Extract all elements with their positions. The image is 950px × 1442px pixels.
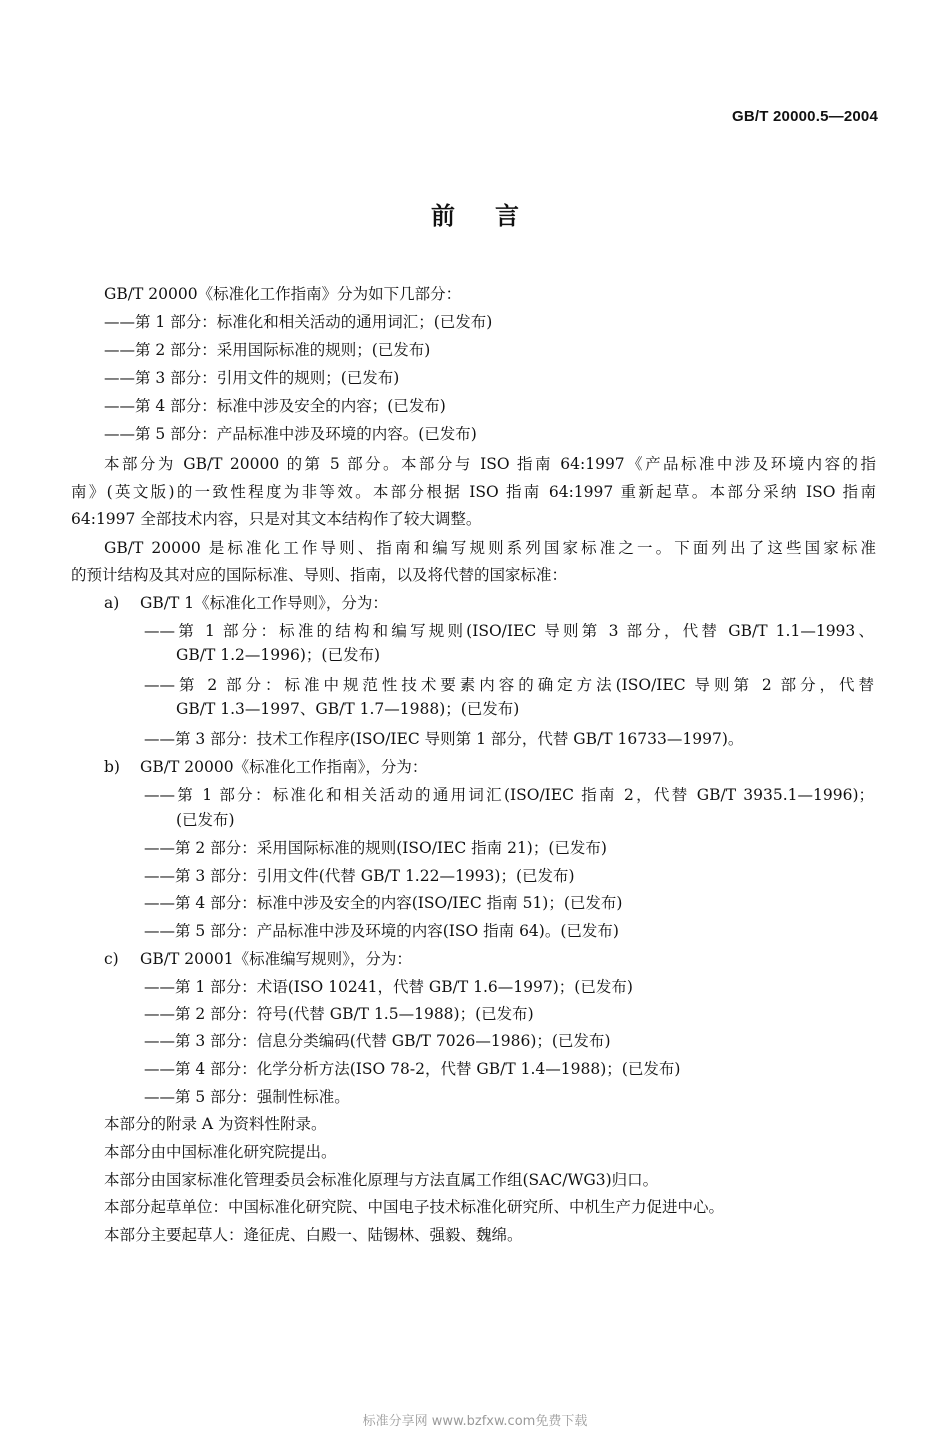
list-b-heading	[104, 757, 428, 777]
paragraph-1-line-2: 南》(英文版)的一致性程度为非等效。本部分根据 ISO 指南 64:1997 重新起草。本部分采纳 ISO 指南	[71, 483, 876, 501]
list-c-title: GB/T 20001《标准编写规则》，分为：	[140, 950, 412, 968]
intro-line: GB/T 20000《标准化工作指南》分为如下几部分：	[104, 285, 462, 303]
note-drafting-units: 本部分起草单位：中国标准化研究院、中国电子技术标准化研究所、中机生产力促进中心。	[104, 1198, 725, 1216]
list-b-item-3: ——第 3 部分：引用文件(代替 GB/T 1.22—1993)；(已发布)	[144, 867, 575, 885]
paragraph-1-line-1: 本部分为 GB/T 20000 的第 5 部分。本部分与 ISO 指南 64:1997《产品标准中涉及环境内容的指	[104, 455, 876, 473]
note-proposed: 本部分由中国标准化研究院提出。	[104, 1143, 337, 1161]
intro-part-4: ——第 4 部分：标准中涉及安全的内容；(已发布)	[104, 397, 446, 415]
list-c-item-4: ——第 4 部分：化学分析方法(ISO 78-2，代替 GB/T 1.4—1988)；(已发布)	[144, 1060, 681, 1078]
paragraph-1-line-3: 64:1997 全部技术内容，只是对其文本结构作了较大调整。	[71, 510, 482, 528]
list-c-item-2: ——第 2 部分：符号(代替 GB/T 1.5—1988)；(已发布)	[144, 1005, 534, 1023]
list-c-item-3: ——第 3 部分：信息分类编码(代替 GB/T 7026—1986)；(已发布)	[144, 1032, 611, 1050]
list-b-item-2: ——第 2 部分：采用国际标准的规则(ISO/IEC 指南 21)；(已发布)	[144, 839, 607, 857]
intro-part-3: ——第 3 部分：引用文件的规则；(已发布)	[104, 369, 400, 387]
list-b-item-5: ——第 5 部分：产品标准中涉及环境的内容(ISO 指南 64)。(已发布)	[144, 922, 619, 940]
list-b-title: GB/T 20000《标准化工作指南》，分为：	[140, 758, 428, 776]
list-a-heading	[104, 593, 388, 613]
paragraph-2-line-1: GB/T 20000 是标准化工作导则、指南和编写规则系列国家标准之一。下面列出了这些国家标准	[104, 539, 876, 557]
list-c-item-1: ——第 1 部分：术语(ISO 10241，代替 GB/T 1.6—1997)；(已发布)	[144, 978, 633, 996]
standard-number: GB/T 20000.5—2004	[732, 108, 878, 125]
list-a-item-2-line-1: ——第 2 部分：标准中规范性技术要素内容的确定方法(ISO/IEC 导则第 2 部分，代替	[144, 676, 874, 694]
intro-part-1: ——第 1 部分：标准化和相关活动的通用词汇；(已发布)	[104, 313, 493, 331]
list-a-title: GB/T 1《标准化工作导则》，分为：	[140, 594, 388, 612]
list-b-item-4: ——第 4 部分：标准中涉及安全的内容(ISO/IEC 指南 51)；(已发布)	[144, 894, 623, 912]
intro-part-5: ——第 5 部分：产品标准中涉及环境的内容。(已发布)	[104, 425, 477, 443]
list-b-item-1-line-1: ——第 1 部分：标准化和相关活动的通用词汇(ISO/IEC 指南 2，代替 GB/T 3935.1—1996)；	[144, 786, 874, 804]
note-drafters: 本部分主要起草人：逄征虎、白殿一、陆锡林、强毅、魏绵。	[104, 1226, 523, 1244]
list-c-item-5: ——第 5 部分：强制性标准。	[144, 1088, 350, 1106]
list-a-item-1-line-1: ——第 1 部分：标准的结构和编写规则(ISO/IEC 导则第 3 部分，代替 GB/T 1.1—1993、	[144, 622, 874, 640]
list-c-marker: c)	[104, 950, 119, 968]
list-b-item-1-line-2: (已发布)	[176, 811, 235, 829]
list-a-item-2-line-2: GB/T 1.3—1997、GB/T 1.7—1988)；(已发布)	[176, 700, 520, 718]
list-a-item-1-line-2: GB/T 1.2—1996)；(已发布)	[176, 646, 380, 664]
list-b-marker: b)	[104, 758, 120, 776]
list-c-heading	[104, 949, 412, 969]
list-a-item-3: ——第 3 部分：技术工作程序(ISO/IEC 导则第 1 部分，代替 GB/T 16733—1997)。	[144, 730, 744, 748]
watermark: 标准分享网 www.bzfxw.com免费下载	[362, 1414, 588, 1429]
page-title: 前言	[431, 202, 559, 230]
intro-part-2: ——第 2 部分：采用国际标准的规则；(已发布)	[104, 341, 431, 359]
paragraph-2-line-2: 的预计结构及其对应的国际标准、导则、指南，以及将代替的国家标准：	[71, 566, 568, 584]
list-a-marker: a)	[104, 594, 120, 612]
note-centralized: 本部分由国家标准化管理委员会标准化原理与方法直属工作组(SAC/WG3)归口。	[104, 1171, 659, 1189]
note-annex: 本部分的附录 A 为资料性附录。	[104, 1115, 327, 1133]
